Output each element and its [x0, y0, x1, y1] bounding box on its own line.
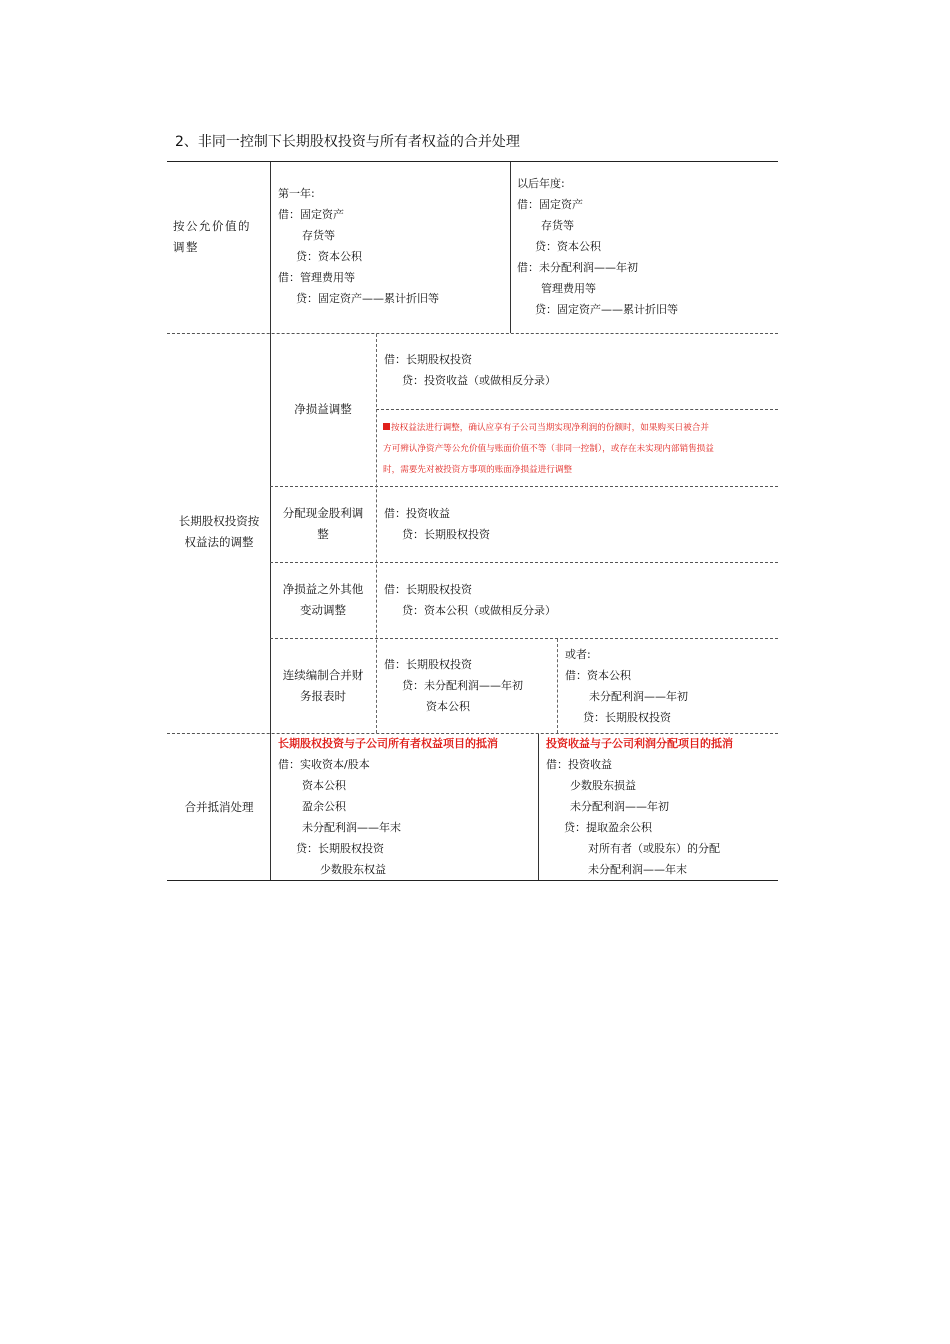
other-changes-label: 净损益之外其他 变动调整: [282, 582, 364, 617]
later-years-entry: 以后年度: 借：固定资产 存货等 贷：资本公积 借：未分配利润——年初 管理费用等 贷：固定资产——累计折旧等: [517, 177, 678, 316]
continuous-alt-entry: 或者: 借：资本公积 未分配利润——年初 贷：长期股权投资: [565, 648, 688, 724]
first-year-entry: 第一年: 借：固定资产 存货等 贷：资本公积 借：管理费用等 贷：固定资产——累计折旧等: [278, 187, 439, 305]
column-divider: [557, 639, 558, 733]
table-bottom-rule: [167, 880, 778, 881]
equity-offset-heading: 长期股权投资与子公司所有者权益项目的抵消: [278, 737, 498, 750]
column-divider: [538, 734, 539, 880]
offset-label: 合并抵消处理: [184, 800, 254, 814]
continuous-entry: 借：长期股权投资 贷：未分配利润——年初 资本公积: [384, 658, 523, 713]
continuous-label: 连续编制合并财 务报表时: [282, 668, 364, 703]
cash-dividend-entry: 借：投资收益 贷：长期股权投资: [384, 507, 490, 541]
sub-row-divider: [270, 638, 778, 639]
label-column-divider: [270, 162, 271, 880]
page-title: 2、非同一控制下长期股权投资与所有者权益的合并处理: [175, 134, 520, 150]
equity-method-label: 长期股权投资按 权益法的调整: [178, 514, 260, 549]
column-divider: [376, 334, 377, 733]
other-changes-entry: 借：长期股权投资 贷：资本公积（或做相反分录）: [384, 583, 556, 617]
table-top-rule: [167, 161, 778, 162]
sub-row-divider: [270, 562, 778, 563]
sub-row-divider: [376, 409, 778, 410]
equity-offset-entry: 长期股权投资与子公司所有者权益项目的抵消 借：实收资本/股本 资本公积 盈余公积 未分配利润——年末 贷：长期股权投资 少数股东权益: [278, 733, 498, 880]
sub-row-divider: [270, 486, 778, 487]
income-offset-entry: 投资收益与子公司利润分配项目的抵消 借：投资收益 少数股东损益 未分配利润——年初 贷：提取盈余公积 对所有者（或股东）的分配 未分配利润——年末: [546, 733, 733, 880]
fair-value-label: 按公允价值的 调整: [173, 219, 251, 254]
cash-dividend-label: 分配现金股利调 整: [282, 506, 364, 541]
column-divider: [510, 162, 511, 333]
net-profit-label: 净损益调整: [294, 402, 352, 416]
income-offset-heading: 投资收益与子公司利润分配项目的抵消: [546, 737, 733, 750]
net-profit-note: 按权益法进行调整，确认应享有子公司当期实现净利润的份额时，如果购买日被合并 方可辨认净资产等公允价值与账面价值不等（非同一控制），或存在未实现内部销售损益 时，需要先对被投资方事项的账面净损益进行调整: [383, 423, 714, 475]
red-square-icon: [383, 423, 390, 430]
row-divider: [167, 333, 778, 334]
net-profit-entry: 借：长期股权投资 贷：投资收益（或做相反分录）: [384, 353, 556, 387]
